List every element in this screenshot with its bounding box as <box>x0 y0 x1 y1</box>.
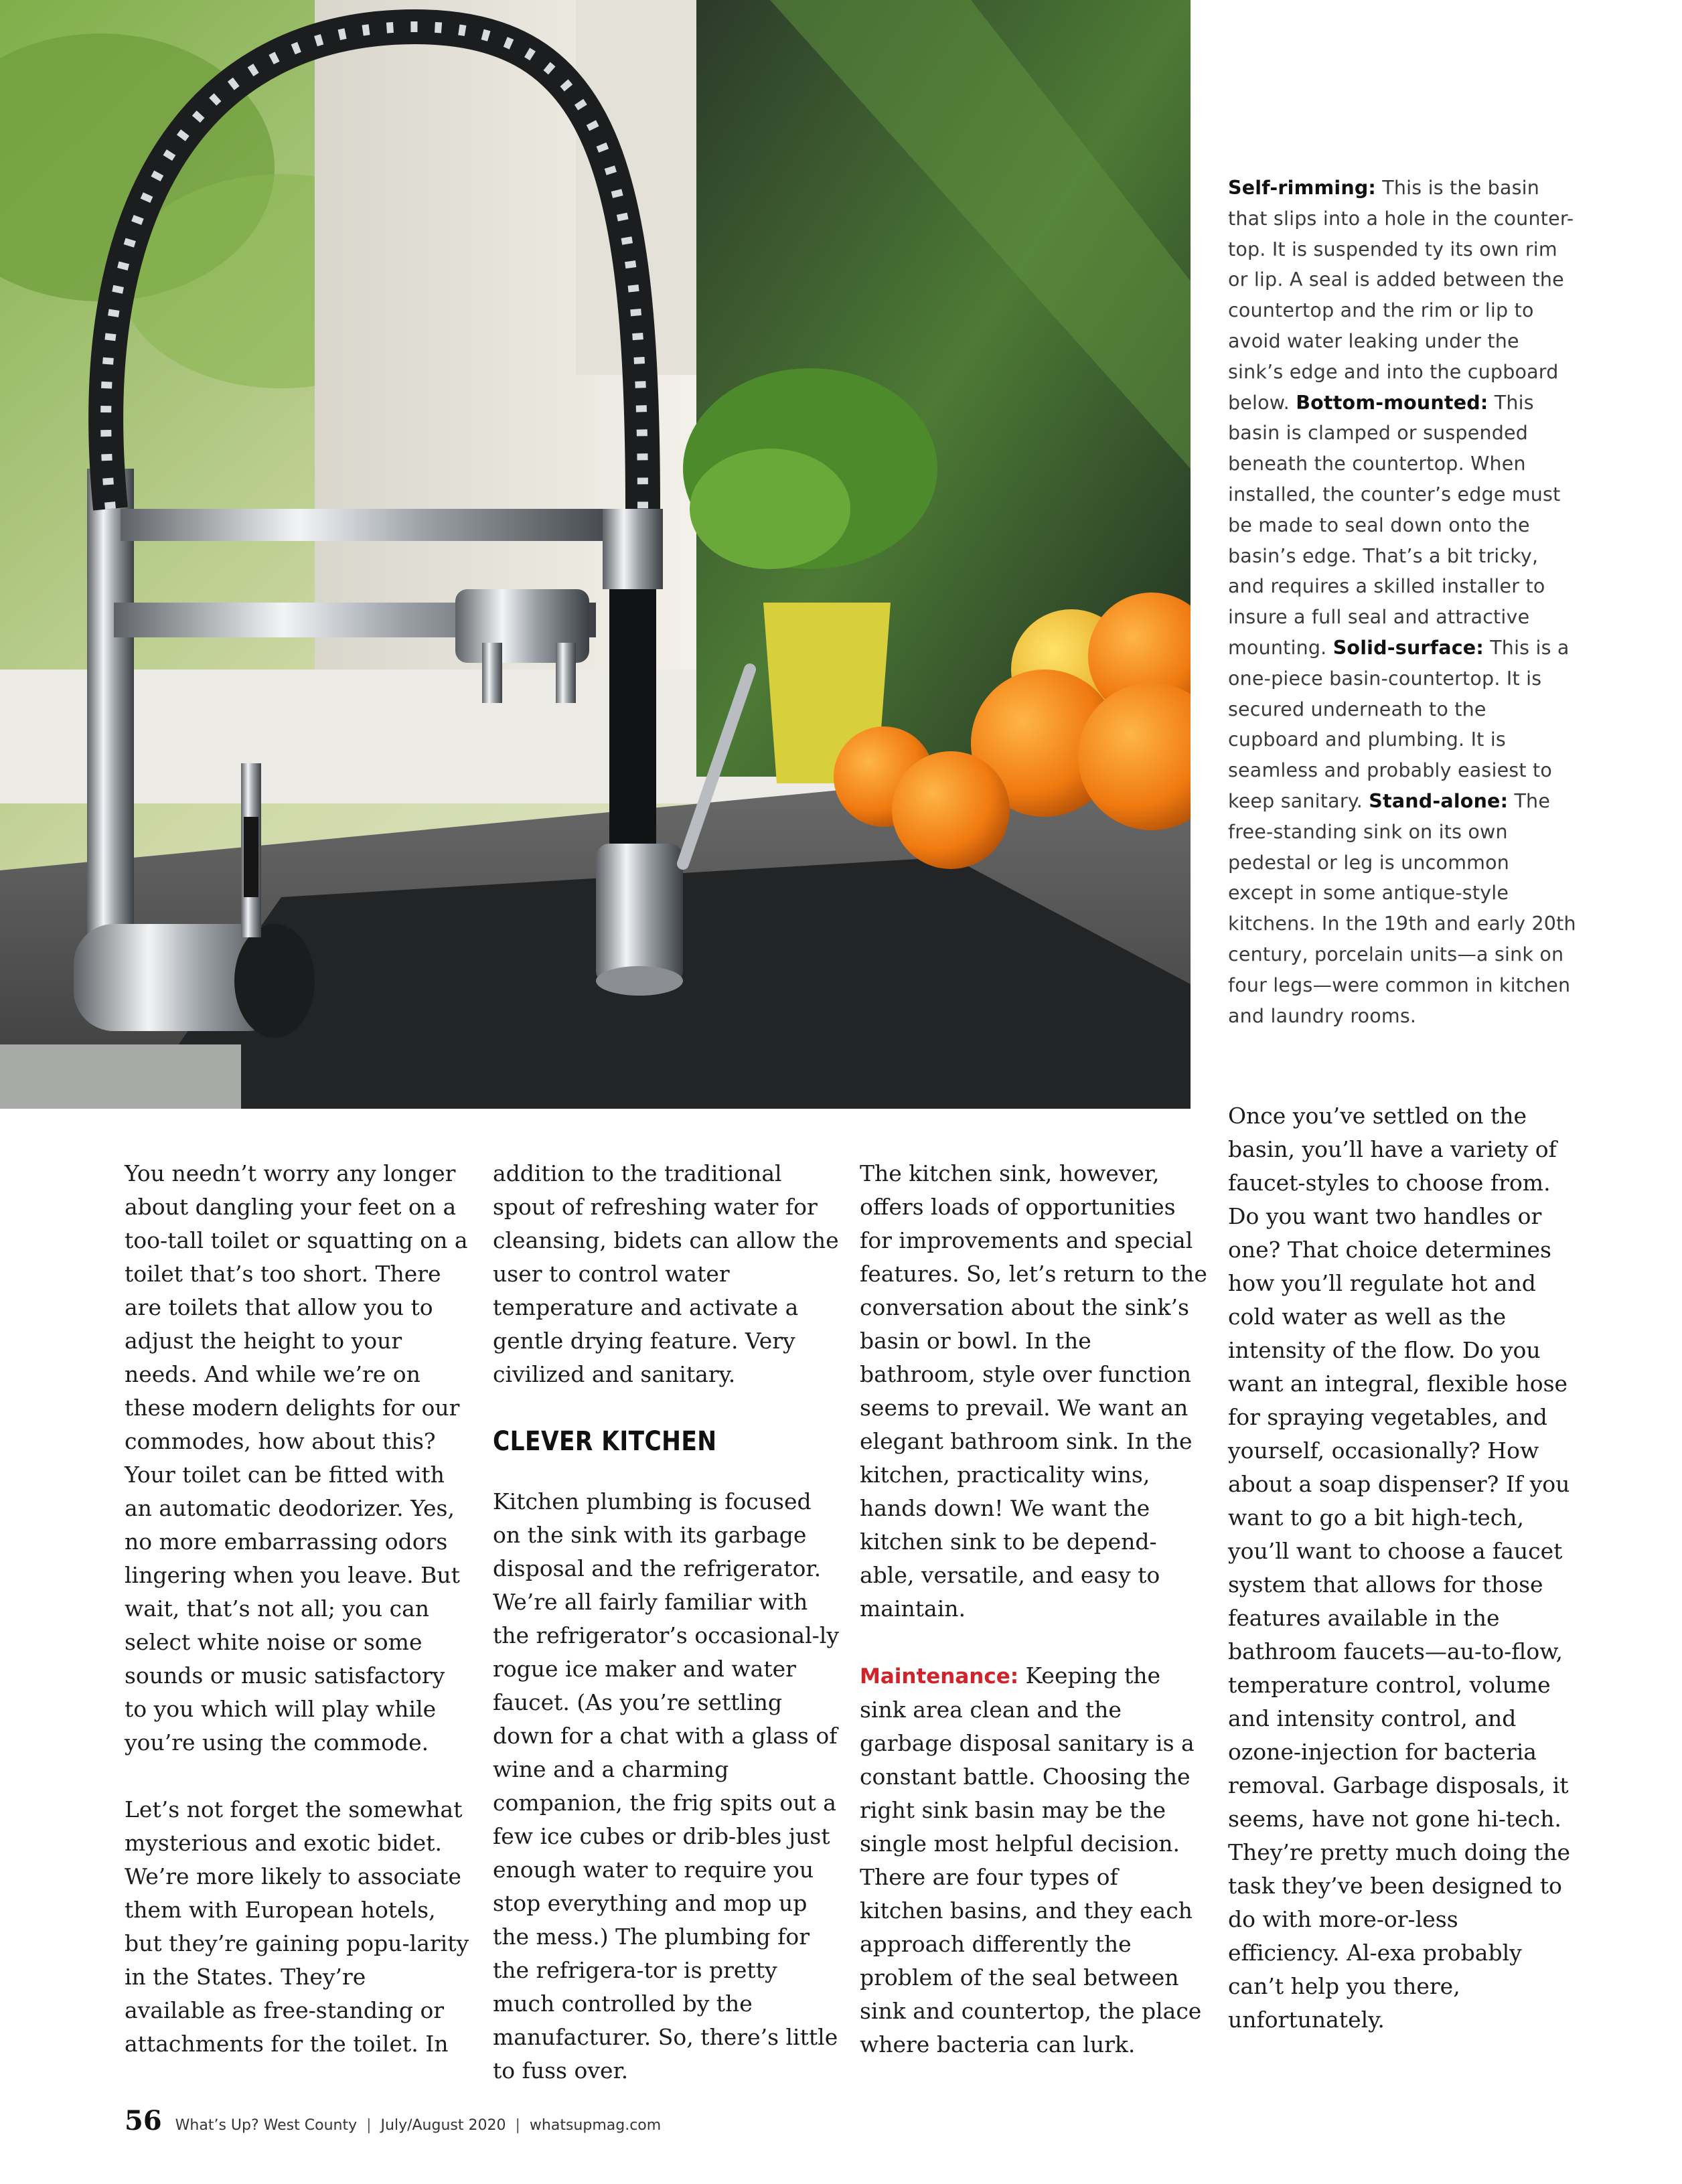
sink-types-sidebar <box>1228 173 1576 1031</box>
footer-separator: | <box>366 2117 372 2134</box>
paragraph-bidet-continued: addition to the traditional spout of refreshing water for cleansing, bidets can allow the user to control water temperature and activate a gentle drying feature. Very civilized and sanitary. <box>493 1160 839 1387</box>
bottom-mounted-label: Bottom-mounted: <box>1296 391 1488 414</box>
paragraph-kitchen-plumbing: Kitchen plumbing is focused on the sink with its garbage disposal and the refrigerator. We’re all fairly familiar with the refrigerator’s occasional-ly rogue ice maker and water faucet. (As you’re settling down for a chat with a glass of wine and a charming companion, the frig spits out a few ice cubes or drib-bles just enough water to require you stop everything and mop up the mess.) The plumbing for the refrigera-tor is pretty much controlled by the manufacturer. So, there’s little to fuss over. <box>493 1488 839 2084</box>
body-column-2 <box>493 1157 841 2088</box>
bottom-mounted-text: This basin is clamped or suspended beneath the countertop. When installed, the counter’s edge must be made to seal down onto the basin’s edge. That’s a bit tricky, and requires a skilled installer to insure a full seal and attractive mounting. <box>1228 391 1561 659</box>
self-rimming-label: Self-rimming: <box>1228 177 1377 199</box>
paragraph-kitchen-sink: The kitchen sink, however, offers loads of opportunities for improvements and special features. So, let’s return to the conversation about the sink’s basin or bowl. In the bathroom, style over function seems to prevail. We want an elegant bathroom sink. In the kitchen, practicality wins, hands down! We want the kitchen sink to be depend-able, versatile, and easy to maintain. <box>860 1160 1207 1622</box>
website-link[interactable]: whatsupmag.com <box>529 2117 662 2134</box>
kitchen-faucet-photo <box>0 0 1191 1109</box>
stand-alone-text: The free-standing sink on its own pedestal or leg is uncommon except in some antique-style kitchens. In the 19th and early 20th century, porcelain units—a sink on four legs—were common in kitchen and laundry rooms. <box>1228 789 1576 1027</box>
footer-separator: | <box>515 2117 520 2134</box>
page-number: 56 <box>125 2105 162 2136</box>
stand-alone-label: Stand-alone: <box>1369 789 1509 812</box>
magazine-title: What’s Up? West County <box>175 2117 358 2134</box>
solid-surface-text: This is a one-piece basin-countertop. It is secured underneath to the cupboard and plumbing. It is seamless and probably easiest to keep sanitary. <box>1228 636 1570 812</box>
solid-surface-label: Solid-surface: <box>1332 636 1484 659</box>
page-footer <box>125 2105 661 2138</box>
body-column-3 <box>860 1157 1208 2061</box>
paragraph-bidet: Let’s not forget the somewhat mysterious and exotic bidet. We’re more likely to associate them with European hotels, but they’re gaining popu-larity in the States. They’re available as free-standing or attachments for the toilet. In <box>125 1796 469 2057</box>
paragraph-toilets: You needn’t worry any longer about dangling your feet on a too-tall toilet or squatting on a toilet that’s too short. There are toilets that allow you to adjust the height to your needs. And while we’re on these modern delights for our commodes, how about this? Your toilet can be fitted with an automatic deodorizer. Yes, no more embarrassing odors lingering when you leave. But wait, that’s not all; you can select white noise or some sounds or music satisfactory to you which will play while you’re using the commode. <box>125 1160 468 1756</box>
issue-date: July/August 2020 <box>380 2117 506 2134</box>
body-column-4 <box>1228 1099 1576 2037</box>
paragraph-faucets: Once you’ve settled on the basin, you’ll have a variety of faucet-styles to choose from. Do you want two handles or one? That choice determines how you’ll regulate hot and cold water as well as the intensity of the flow. Do you want an integral, flexible hose for spraying vegetables, and yourself, occasionally? How about a soap dispenser? If you want to go a bit high-tech, you’ll want to choose a faucet system that allows for those features available in the bathroom faucets—au-to-flow, temperature control, volume and intensity control, and ozone-injection for bacteria removal. Garbage disposals, it seems, have not gone hi-tech. They’re pretty much doing the task they’ve been designed to do with more-or-less efficiency. Al-exa probably can’t help you there, unfortunately. <box>1228 1103 1571 2033</box>
maintenance-label: Maintenance: <box>860 1664 1019 1689</box>
body-column-1 <box>125 1157 473 2061</box>
maintenance-text: Keeping the sink area clean and the garbage disposal sanitary is a constant battle. Choosing the right sink basin may be the single most helpful decision. There are four types of kitchen basins, and they each approach differently the problem of the seal between sink and countertop, the place where bacteria can lurk. <box>860 1662 1202 2057</box>
paragraph-maintenance <box>860 1659 1208 2061</box>
self-rimming-text: This is the basin that slips into a hole in the counter-top. It is suspended ty its own rim or lip. A seal is added between the countertop and the rim or lip to avoid water leaking under the sink’s edge and into the cupboard below. <box>1228 177 1574 414</box>
section-heading-clever-kitchen: CLEVER KITCHEN <box>493 1426 717 1457</box>
